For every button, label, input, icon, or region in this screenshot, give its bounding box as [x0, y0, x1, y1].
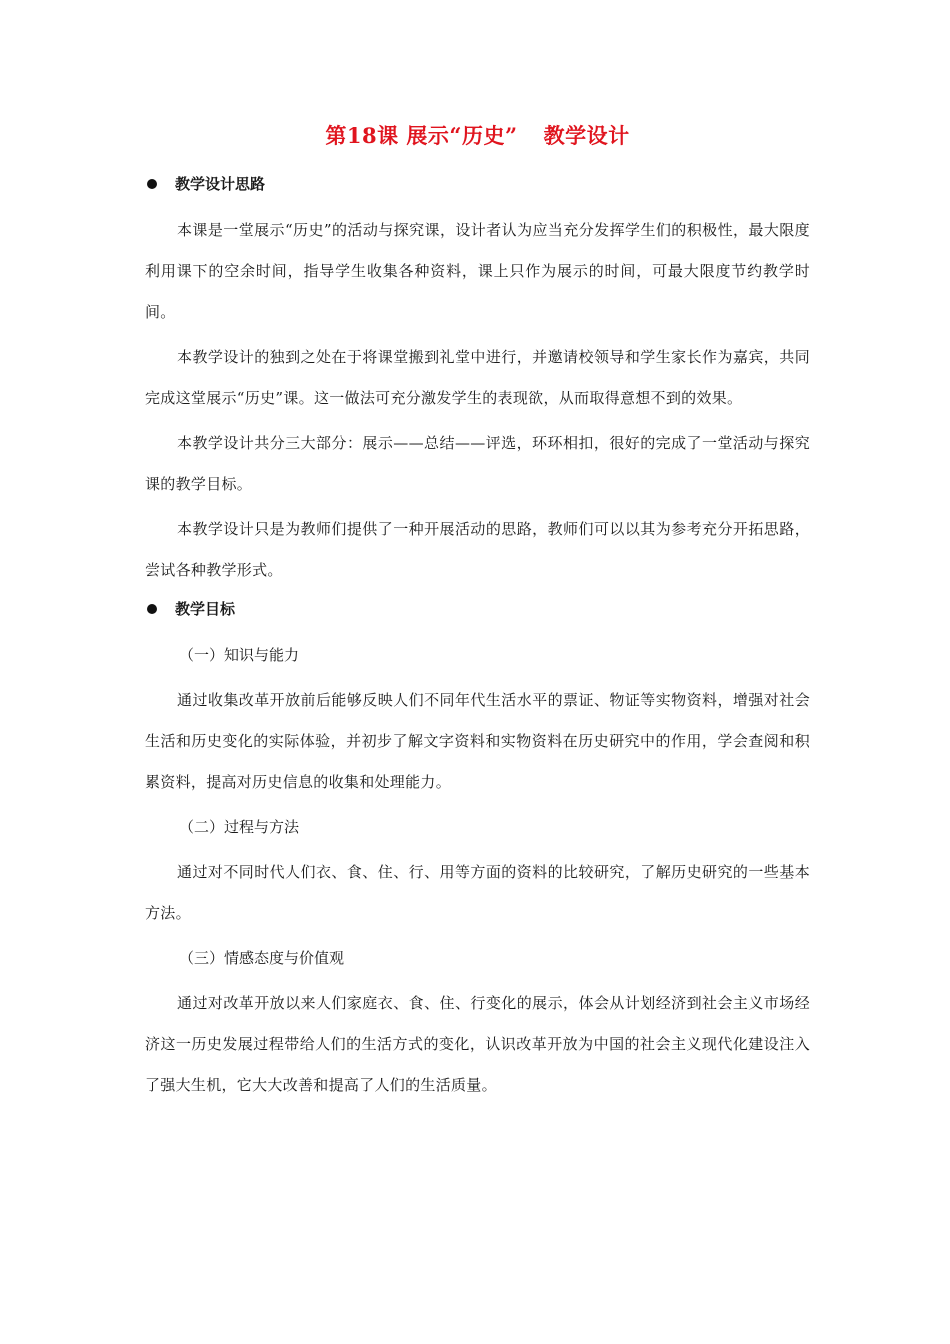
title-tail: 教学设计	[543, 123, 630, 148]
section-heading-text: 教学目标	[175, 600, 236, 618]
subsection-label: （二）过程与方法	[179, 818, 300, 836]
subsection-label: （一）知识与能力	[179, 646, 300, 664]
title-main: 第18课 展示“历史”	[325, 123, 518, 148]
paragraph: 本课是一堂展示“历史”的活动与探究课，设计者认为应当充分发挥学生们的积极性，最大限度利用课下的空余时间，指导学生收集各种资料，课上只作为展示的时间，可最大限度节约教学时间。	[145, 221, 810, 321]
paragraph: 本教学设计的独到之处在于将课堂搬到礼堂中进行，并邀请校领导和学生家长作为嘉宾，共同完成这堂展示“历史”课。这一做法可充分激发学生的表现欲，从而取得意想不到的效果。	[145, 348, 810, 407]
paragraph: 通过对不同时代人们衣、食、住、行、用等方面的资料的比较研究，了解历史研究的一些基本方法。	[145, 863, 810, 922]
section-heading-design-idea	[145, 172, 810, 196]
bullet-icon	[147, 179, 157, 189]
document-title	[145, 118, 810, 154]
paragraph: 本教学设计共分三大部分：展示——总结——评选，环环相扣，很好的完成了一堂活动与探究课的教学目标。	[145, 434, 810, 493]
paragraph: 本教学设计只是为教师们提供了一种开展活动的思路，教师们可以以其为参考充分开拓思路，尝试各种教学形式。	[145, 520, 810, 579]
paragraph: 通过对改革开放以来人们家庭衣、食、住、行变化的展示，体会从计划经济到社会主义市场经济这一历史发展过程带给人们的生活方式的变化，认识改革开放为中国的社会主义现代化建设注入了强大生机，它大大改善和提高了人们的生活质量。	[145, 994, 810, 1094]
bullet-icon	[147, 604, 157, 614]
subsection-label: （三）情感态度与价值观	[179, 949, 345, 967]
paragraph: 通过收集改革开放前后能够反映人们不同年代生活水平的票证、物证等实物资料，增强对社会生活和历史变化的实际体验，并初步了解文字资料和实物资料在历史研究中的作用，学会查阅和积累资料，提高对历史信息的收集和处理能力。	[145, 691, 810, 791]
section-heading-objectives	[145, 597, 810, 621]
section-heading-text: 教学设计思路	[175, 175, 266, 193]
document-page	[145, 118, 810, 1110]
